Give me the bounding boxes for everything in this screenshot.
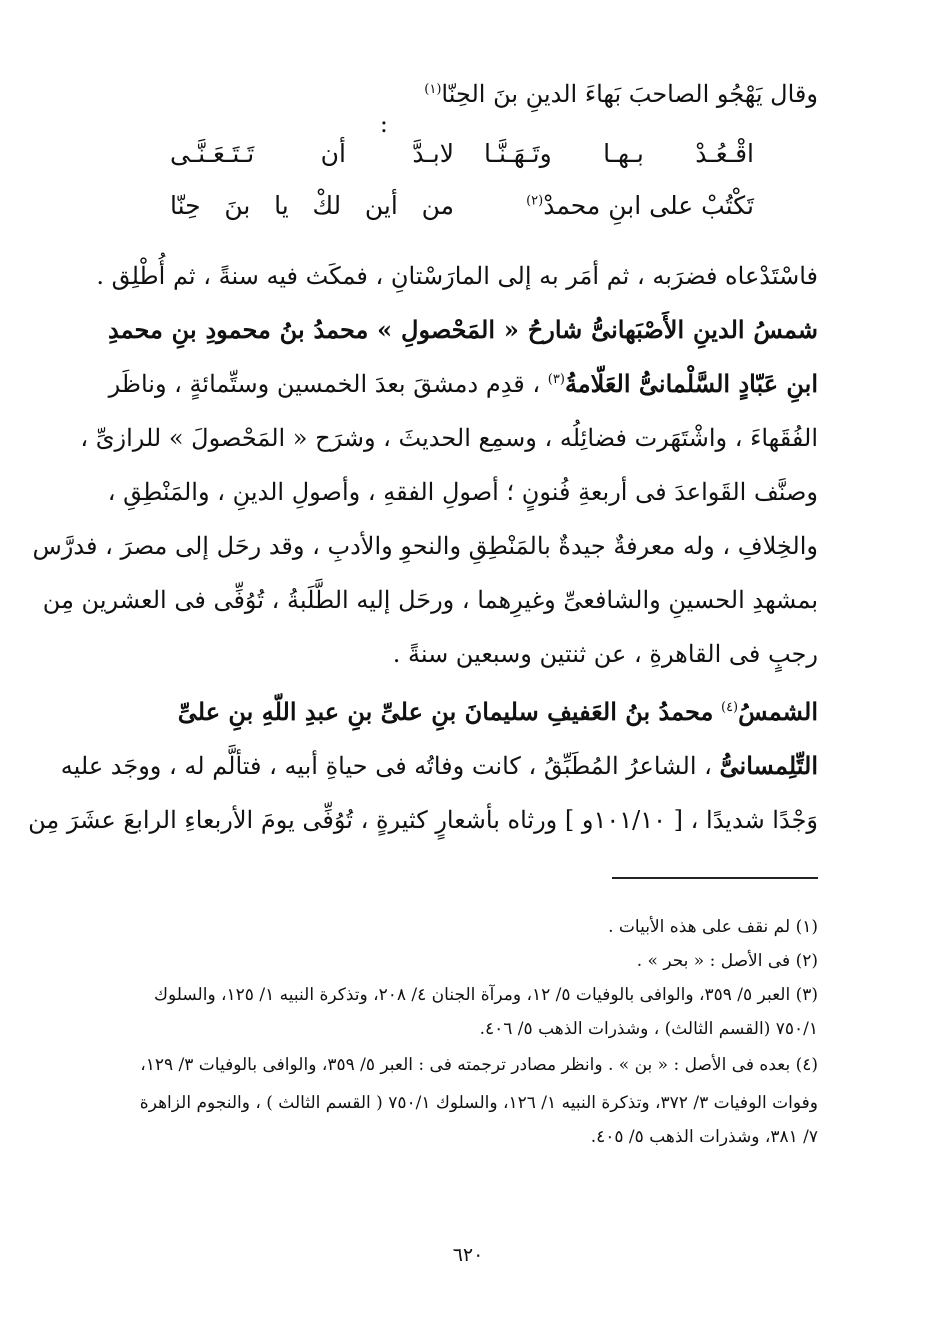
footnote-ref-3[interactable]: (٣) [547,372,565,387]
footnote-divider [612,877,818,879]
verse-1-right: اقْـعُـدْ بـهـا وتَـهَـنَّـا [484,139,754,168]
footnote-ref-1[interactable]: (١) [424,82,442,97]
entry-2-heading-rest: محمدُ بنُ العَفيفِ سليمانَ بنِ علىِّ بنِ عبدِ اللّهِ بنِ علىِّ [177,697,714,726]
paragraph-1-line: فاسْتَدْعاه فضرَبه ، ثم أمَر به إلى المارَسْتانِ ، فمكَث فيه سنةً ، ثم أُطْلِق . [96,262,818,290]
entry-1-line-7: رجبٍ فى القاهرةِ ، عن ثنتين وسبعين سنةً . [392,640,818,668]
footnote-3-line-2: ٧٥٠/١ (القسم الثالث) ، وشذرات الذهب ٥/ ٤٠٦. [479,1019,818,1039]
verse-2-right-text: تَكْتُبْ على ابنِ محمدْ [543,191,754,220]
entry-2-heading-start: الشمسُ [738,697,818,726]
footnote-4-line-1: (٤) بعده فى الأصل : « بن » . وانظر مصادر ترجمته فى : العبر ٥/ ٣٥٩، والوافى بالوفيات ٣/ ١٢٩، [140,1055,818,1075]
verse-2-right [464,186,754,226]
footnote-2: (٢) فى الأصل : « بحر » . [636,951,818,971]
page-number: ٦٢٠ [452,1244,484,1266]
entry-2-line-3: وَجْدًا شديدًا ، [ ١٠١/١٠و ] ورثاه بأشعارٍ كثيرةٍ ، تُوُفِّى يومَ الأربعاءِ الرابعَ عشَرَ مِن [28,806,818,834]
entry-1-line-2 [108,364,818,404]
verse-1-left: لابـدَّ أن تَـتَـعَـنَّـى [170,139,454,168]
entry-2-line-2 [60,746,818,786]
entry-1-heading: شمسُ الدينِ الأَصْبَهانىُّ شارحُ « المَحْصولِ » محمدُ بنُ محمودِ بنِ محمدِ [108,315,818,344]
intro-colon: : [379,110,388,138]
entry-1-line-5: والخِلافِ ، وله معرفةٌ جيدةٌ بالمَنْطِقِ والنحوِ والأدبِ ، وقد رحَل إلى مصرَ ، فدرَّس [32,532,818,560]
footnote-3-line-1: (٣) العبر ٥/ ٣٥٩، والوافى بالوفيات ٥/ ١٢، ومرآة الجنان ٤/ ٢٠٨، وتذكرة النبيه ١/ ١٢٥، والسلوك [153,985,818,1005]
footnote-4-line-3: ٧/ ٣٨١، وشذرات الذهب ٥/ ٤٠٥. [590,1127,818,1147]
footnote-ref-4[interactable]: (٤) [720,700,739,715]
entry-2-nisba: التِّلِمسانىُّ [719,751,818,780]
entry-1-line-6: بمشهدِ الحسينِ والشافعىِّ وغيرِهما ، ورحَل إليه الطَّلَبةُ ، تُوُفِّى فى العشرين مِن [42,586,818,614]
verse-2-left: من أين لكْ يا بنَ حِنّا [170,191,454,220]
entry-1-heading-cont: ابنِ عَبّادٍ السَّلْمانىُّ العَلّامةُ [564,369,818,398]
footnote-ref-2[interactable]: (٢) [526,193,544,209]
entry-1-line-2-rest: ، قدِم دمشقَ بعدَ الخمسين وستِّمائةٍ ، وناظَر [108,370,541,398]
entry-2-line-2-rest: ، الشاعرُ المُطَبِّقُ ، كانت وفاتُه فى حياةِ أبيه ، فتألَّم له ، ووجَد عليه [60,752,712,780]
intro-text: وقال يَهْجُو الصاحبَ بَهاءَ الدينِ بنَ الحِنّا [441,80,818,108]
entry-2-heading [108,692,818,732]
footnote-4-line-2: وفوات الوفيات ٣/ ٣٧٢، وتذكرة النبيه ١/ ١٢٦، والسلوك ٧٥٠/١ ( القسم الثالث ) ، والنجوم الزاهرة [139,1093,818,1113]
entry-1-line-3: الفُقَهاءَ ، واشْتَهَرت فضائِلُه ، وسمِع الحديثَ ، وشرَح « المَحْصولَ » للرازىِّ ، [80,424,818,452]
footnote-1: (١) لم نقف على هذه الأبيات . [608,917,818,937]
entry-1-line-4: وصنَّف القَواعدَ فى أربعةِ فُنونٍ ؛ أصولِ الفقهِ ، وأصولِ الدينِ ، والمَنْطِقِ ، [107,478,818,506]
